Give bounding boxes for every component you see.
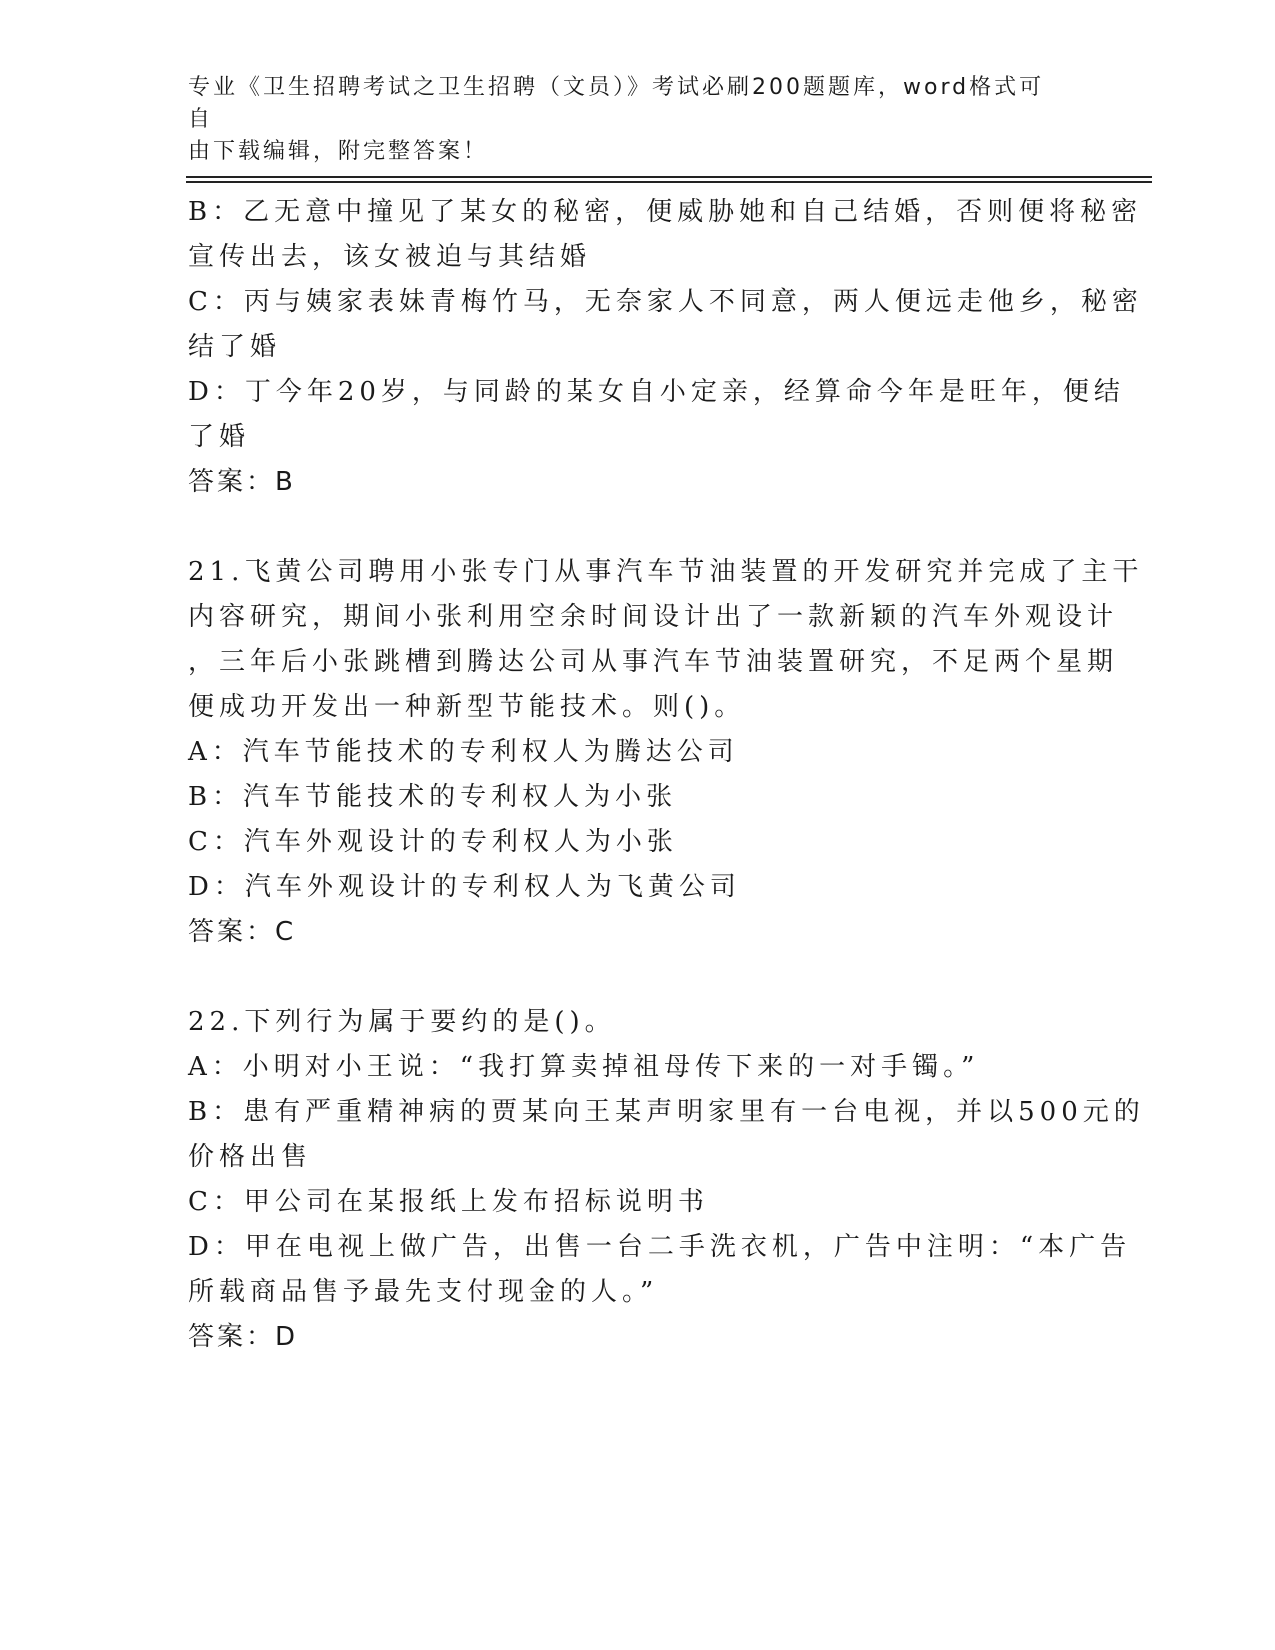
- q20-option-b-line-1: B：乙无意中撞见了某女的秘密，便威胁她和自己结婚，否则便将秘密: [188, 197, 1143, 227]
- q21-answer: 答案：C: [188, 917, 297, 947]
- q22-answer: 答案：D: [188, 1322, 299, 1352]
- q21-stem-line-3: ，三年后小张跳槽到腾达公司从事汽车节油装置研究，不足两个星期: [188, 647, 1119, 677]
- q21-stem-line-4: 便成功开发出一种新型节能技术。则()。: [188, 692, 746, 722]
- document-body: [188, 190, 1145, 1360]
- question-22-block: [188, 1000, 1145, 1360]
- header-line-1: 专业《卫生招聘考试之卫生招聘（文员）》考试必刷200题题库，word格式可自: [188, 75, 1045, 132]
- q22-option-d-line-2: 所载商品售予最先支付现金的人。”: [188, 1277, 659, 1307]
- q20-option-d-line-1: D：丁今年20岁，与同龄的某女自小定亲，经算命今年是旺年，便结: [188, 377, 1125, 407]
- q20-answer: 答案：B: [188, 467, 296, 497]
- q21-option-a: A：汽车节能技术的专利权人为腾达公司: [188, 737, 739, 767]
- q20-option-d-line-2: 了婚: [188, 422, 251, 452]
- q22-option-c: C：甲公司在某报纸上发布招标说明书: [188, 1187, 709, 1217]
- q22-option-d-line-1: D：甲在电视上做广告，出售一台二手洗衣机，广告中注明：“本广告: [188, 1232, 1132, 1262]
- q20-option-c-line-1: C：丙与姨家表妹青梅竹马，无奈家人不同意，两人便远走他乡，秘密: [188, 287, 1143, 317]
- header-divider-bottom: [186, 181, 1152, 183]
- q21-stem-line-1: 21.飞黄公司聘用小张专门从事汽车节油装置的开发研究并完成了主干: [188, 557, 1144, 587]
- q22-option-b-line-2: 价格出售: [188, 1142, 313, 1172]
- q20-option-b-line-2: 宣传出去，该女被迫与其结婚: [188, 242, 592, 272]
- q21-option-d: D：汽车外观设计的专利权人为飞黄公司: [188, 872, 741, 902]
- spacer: [188, 505, 1088, 550]
- q21-stem-line-2: 内容研究，期间小张利用空余时间设计出了一款新颖的汽车外观设计: [188, 602, 1119, 632]
- spacer: [188, 955, 1088, 1000]
- header-divider-top: [186, 176, 1152, 178]
- document-header: [188, 72, 1068, 168]
- q20-option-c-line-2: 结了婚: [188, 332, 282, 362]
- q22-stem-line-1: 22.下列行为属于要约的是()。: [188, 1007, 616, 1037]
- q21-option-b: B：汽车节能技术的专利权人为小张: [188, 782, 678, 812]
- header-line-2: 由下载编辑，附完整答案！: [188, 139, 489, 164]
- question-21-block: [188, 550, 1144, 955]
- question-20-block: [188, 190, 1143, 505]
- q22-option-b-line-1: B：患有严重精神病的贾某向王某声明家里有一台电视，并以500元的: [188, 1097, 1145, 1127]
- q22-option-a: A：小明对小王说：“我打算卖掉祖母传下来的一对手镯。”: [188, 1052, 980, 1082]
- q21-option-c: C：汽车外观设计的专利权人为小张: [188, 827, 678, 857]
